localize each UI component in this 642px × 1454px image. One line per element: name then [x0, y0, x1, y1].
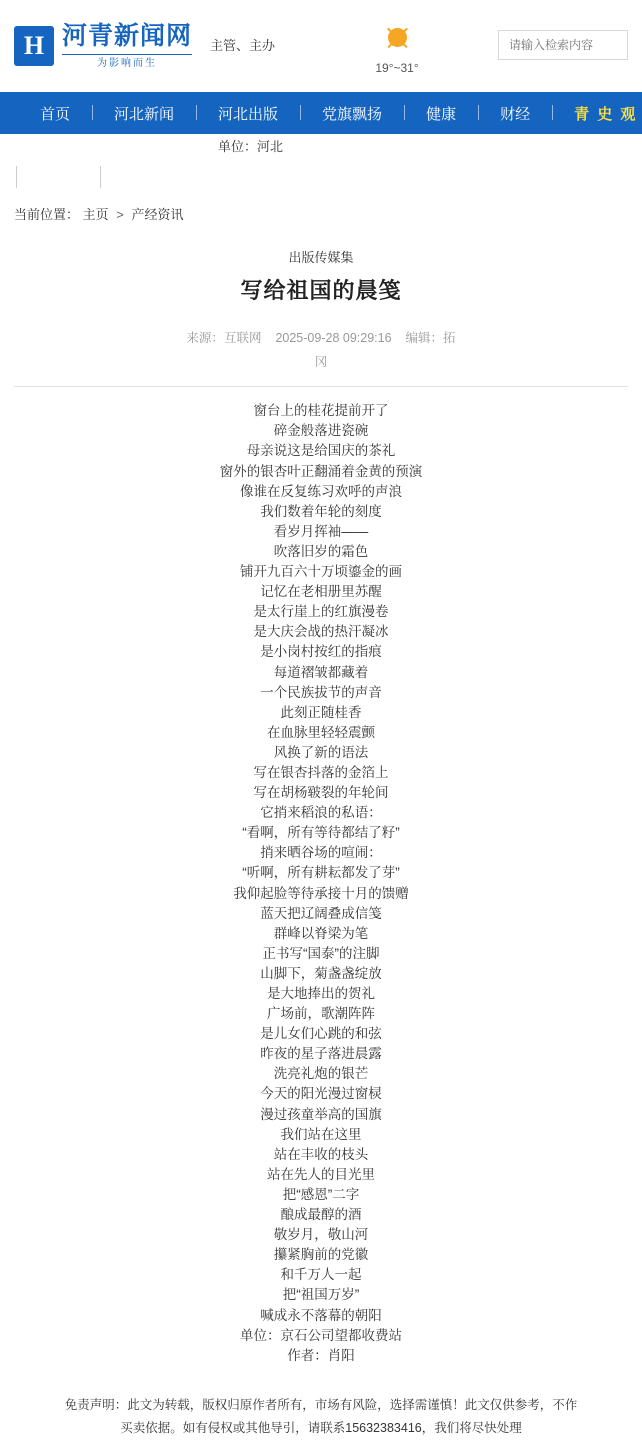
poem-line: 站在丰收的枝头 — [273, 1146, 369, 1162]
poem-line: 正书写“国泰”的注脚 — [262, 945, 380, 961]
poem-line: 是小岗村按红的指痕 — [260, 644, 382, 660]
poem-line: 我仰起脸等待承接十月的馈赠 — [233, 885, 409, 901]
search-input[interactable] — [507, 37, 619, 53]
breadcrumb — [0, 196, 642, 233]
divider-left — [16, 166, 17, 188]
poem-line: 碎金般落进瓷碗 — [273, 423, 369, 439]
poem-line: 铺开九百六十万顷鎏金的画 — [240, 564, 402, 580]
poem-line: 吹落旧岁的霜色 — [273, 543, 369, 559]
subnav-dividers — [14, 166, 114, 188]
poem-line: 记忆在老相册里苏醒 — [260, 584, 382, 600]
poem-line: 是太行崖上的红旗漫卷 — [253, 604, 389, 620]
poem-line: 写在胡杨皲裂的年轮间 — [253, 785, 389, 801]
article — [0, 233, 642, 1366]
breadcrumb-label: 当前位置： — [14, 207, 80, 222]
weather-temperature: 19°~31° — [375, 61, 419, 75]
poem-line: 今天的阳光漫过窗棂 — [260, 1086, 382, 1102]
article-editor-label: 编辑： — [405, 330, 444, 345]
article-datetime: 2025-09-28 09:29:16 — [275, 330, 392, 345]
article-body — [14, 401, 628, 1366]
poem-line: 看岁月挥袖—— — [273, 523, 369, 539]
poem-line: 窗台上的桂花提前开了 — [253, 403, 389, 419]
poem-line: 是大地捧出的贺礼 — [267, 986, 375, 1002]
header-unit-line2: 单位：河北 — [218, 139, 284, 154]
poem-line: 山脚下，菊盏盏绽放 — [260, 965, 382, 981]
poem-line: 和千万人一起 — [280, 1267, 362, 1283]
article-source: 互联网 — [223, 330, 262, 345]
disclaimer-line-2: 买卖依据。如有侵权或其他导引，请联系15632383416，我们将尽快处理 — [120, 1420, 522, 1435]
poem-line: 捎来晒谷场的喧闹： — [260, 845, 382, 861]
poem-line: 站在先人的目光里 — [267, 1166, 375, 1182]
poem-line: 是大庆会战的热汗凝冰 — [253, 624, 389, 640]
poem-line: 广场前，歌潮阵阵 — [267, 1006, 375, 1022]
logo-mark-icon: H — [14, 26, 54, 66]
poem-line: 敬岁月，敬山河 — [273, 1227, 369, 1243]
nav-item-party-flag[interactable]: 党旗飘扬 — [300, 103, 404, 124]
disclaimer-line-1: 免责声明：此文为转载，版权归原作者所有，市场有风险，选择需谨慎！此文仅供参考，不作 — [64, 1397, 578, 1412]
article-editor: 拓 — [443, 330, 456, 345]
article-meta — [14, 327, 628, 375]
article-title: 写给祖国的晨笺 — [240, 278, 402, 303]
weather-widget — [352, 28, 442, 75]
poem-line: 风换了新的语法 — [273, 744, 369, 760]
main-nav — [0, 92, 642, 134]
nav-item-health[interactable]: 健康 — [404, 103, 478, 124]
header-unit-text — [210, 34, 275, 59]
poem-line: 群峰以脊梁为笔 — [273, 925, 369, 941]
header-unit-line1: 主管、主办 — [210, 37, 276, 53]
poem-line: 我们数着年轮的刻度 — [260, 503, 382, 519]
poem-line: 蓝天把辽阔叠成信笺 — [260, 905, 382, 921]
poem-line: 攥紧胸前的党徽 — [273, 1247, 369, 1263]
poem-line: 漫过孩童举高的国旗 — [260, 1106, 382, 1122]
article-editor-cont: 冈 — [314, 354, 328, 369]
logo-text — [62, 23, 192, 70]
nav-item-hebei-news[interactable]: 河北新闻 — [92, 103, 196, 124]
poem-line: 把“感恩”二字 — [282, 1186, 360, 1202]
poem-line: 窗外的银杏叶正翻涌着金黄的预演 — [219, 463, 423, 479]
poem-line: “听啊，所有耕耘都发了芽” — [242, 865, 400, 881]
nav-item-qingshiguan[interactable]: 青 史 观 — [552, 103, 642, 124]
poem-line: “看啊，所有等待都结了籽” — [242, 825, 400, 841]
search-box[interactable] — [498, 30, 628, 60]
poem-line: 是儿女们心跳的和弦 — [260, 1026, 382, 1042]
divider-right — [100, 166, 101, 188]
poem-line: 母亲说这是给国庆的茶礼 — [246, 443, 396, 459]
nav-item-finance[interactable]: 财经 — [478, 103, 552, 124]
poem-line: 酿成最醇的酒 — [280, 1207, 362, 1223]
article-source-label: 来源： — [186, 330, 224, 345]
subnav-area — [0, 134, 642, 196]
article-category: 出版传媒集 — [288, 250, 354, 265]
breadcrumb-separator: > — [116, 207, 124, 222]
poem-line: 此刻正随桂香 — [280, 704, 362, 720]
breadcrumb-current-link[interactable]: 产经资讯 — [131, 207, 184, 222]
poem-line: 在血脉里轻轻震颤 — [267, 724, 375, 740]
site-logo[interactable] — [14, 23, 192, 70]
poem-line: 写在银杏抖落的金箔上 — [253, 764, 389, 780]
poem-line: 昨夜的星子落进晨露 — [260, 1046, 382, 1062]
poem-line: 一个民族拔节的声音 — [260, 684, 382, 700]
poem-line: 喊成永不落幕的朝阳 — [260, 1307, 382, 1323]
sun-icon — [388, 28, 407, 47]
poem-line: 洗亮礼炮的银芒 — [273, 1066, 369, 1082]
article-divider — [14, 386, 628, 387]
poem-line: 它捎来稻浪的私语： — [260, 805, 382, 821]
poem-line: 像谁在反复练习欢呼的声浪 — [240, 483, 402, 499]
logo-subtitle: 为影响而生 — [62, 54, 192, 69]
poem-line: 把“祖国万岁” — [282, 1287, 360, 1303]
nav-item-hebei-publishing[interactable]: 河北出版 — [196, 103, 300, 124]
poem-line: 我们站在这里 — [280, 1126, 362, 1142]
site-header — [0, 0, 642, 92]
nav-item-home[interactable]: 首页 — [40, 105, 71, 123]
poem-line: 每道褶皱都藏着 — [273, 664, 369, 680]
poem-line: 单位：京石公司望都收费站 — [240, 1327, 402, 1343]
logo-title: 河青新闻网 — [62, 21, 193, 50]
breadcrumb-home-link[interactable]: 主页 — [82, 207, 109, 222]
poem-line: 作者：肖阳 — [287, 1347, 355, 1363]
disclaimer — [0, 1394, 642, 1454]
